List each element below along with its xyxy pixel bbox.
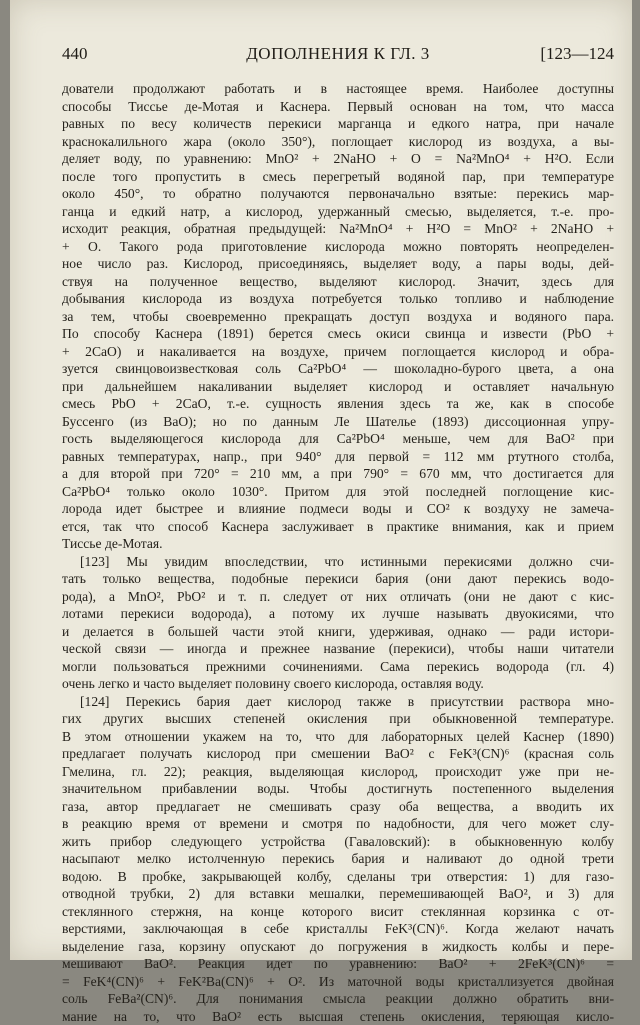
text-line: зуется свинцовоизвестковая соль Ca²PbO⁴ — шоколадно-бурого цвета, а она [62,360,614,378]
text-line: краснокалильного жара (около 350°), поглощает кислород из воздуха, а вы- [62,133,614,151]
text-line: дователи продолжают работать и в настоящее время. Наиболее доступны [62,80,614,98]
text-line: мание на то, что BaO² есть высшая степень окисления, теряющая кисло- [62,1008,614,1025]
text-line: значительном прибавлении воды. Чтобы достигнуть постепенного выделения [62,780,614,798]
text-line: = FeK⁴(CN)⁶ + FeK²Ba(CN)⁶ + O². Из маточной воды кристаллизуется двойная [62,973,614,991]
text-line: В этом отношении укажем на то, что для лабораторных целей Каснер (1890) [62,728,614,746]
text-line: около 450°, то обратно получаются первоначально взятые: перекись мар- [62,185,614,203]
text-line: смесь PbO + 2CaO, т.-е. сущность явления здесь та же, как в способе [62,395,614,413]
text-line: в реакцию время от времени и смотря по надобности, для чего может слу- [62,815,614,833]
text-line: исходит реакция, обратная предыдущей: Na²MnO⁴ + H²O = MnO² + 2NaHO + [62,220,614,238]
text-line: за тем, чтобы своевременно прекращать доступ воздуха и водяного пара. [62,308,614,326]
note-range: [123—124 [540,44,614,64]
page-number: 440 [62,44,88,64]
text-line: + 2CaO) и накаливается на воздухе, причем поглощается кислород и обра- [62,343,614,361]
chapter-title: ДОПОЛНЕНИЯ К ГЛ. 3 [62,44,614,64]
text-line: тать только вещества, подобные перекиси бария (они дают перекись водо- [62,570,614,588]
text-line: Тиссье де-Мотая. [62,535,614,553]
text-line: гость выделяющегося кислорода для Ca²PbO⁴ меньше, чем для BaO² при [62,430,614,448]
running-header [62,44,614,68]
text-line: ческой связи — иногда и прежнее название (перекиси), чтобы наши читатели [62,640,614,658]
text-line: при дальнейшем накаливании выделяет кислород и оставляет начальную [62,378,614,396]
text-line: после того пропустить в смесь перегретый водяной пар, при температуре [62,168,614,186]
page-body-text [62,80,614,952]
text-line: очень легко и часто выделяет половину своего кислорода, оставляя воду. [62,675,614,693]
text-line: рода), а MnO², PbO² и т. п. следует от них отличать (они не дают с кис- [62,588,614,606]
text-line: [124] Перекись бария дает кислород также в присутствии раствора мно- [62,693,614,711]
text-line: ганца и едкий натр, а кислород, удержанный смесью, выделяется, т.-е. про- [62,203,614,221]
text-line: Ca²PbO⁴ только около 1030°. Притом для этой последней поглощение кис- [62,483,614,501]
text-line: лотами перекиси водорода), а потому их лучше называть двуокисями, что [62,605,614,623]
text-line: По способу Каснера (1891) берется смесь окиси свинца и извести (PbO + [62,325,614,343]
text-line: верстиями, заключающая в себе кристаллы FeK³(CN)⁶. Когда желают начать [62,920,614,938]
text-line: мешивают BaO². Реакция идет по уравнению: BaO² + 2FeK³(CN)⁶ = [62,955,614,973]
text-line: лорода идет быстрее и влияние подмеси воды и CO² к воздуху не замеча- [62,500,614,518]
book-page [10,0,632,960]
text-line: ется, так что способ Каснера заслуживает в практике внимания, как и прием [62,518,614,536]
text-line: а для второй при 720° = 210 мм, а при 790° = 670 мм, что достигается для [62,465,614,483]
text-line: водою. В пробке, закрывающей колбу, сделаны три отверстия: 1) для газо- [62,868,614,886]
text-line: добывания кислорода из воздуха потребуется только топливо и наблюдение [62,290,614,308]
text-line: гих других высших степеней окисления при обыкновенной температуре. [62,710,614,728]
text-line: соль FeBa²(CN)⁶. Для понимания смысла реакции должно обратить вни- [62,990,614,1008]
text-line: насыпают мелко истолченную перекись бария и наливают до одной трети [62,850,614,868]
text-line: способы Тиссье де-Мотая и Каснера. Первый основан на том, что масса [62,98,614,116]
text-line: Гмелина, гл. 22); реакция, выделяющая кислород, происходит уже при не- [62,763,614,781]
text-line: равных температурах, напр., при 940° для первой = 112 мм ртутного столба, [62,448,614,466]
text-line: и делается в большей части этой книги, удерживая, однако — ради истори- [62,623,614,641]
text-line: ствуя на полученное вещество, выделяют кислород. Значит, здесь для [62,273,614,291]
text-line: выделение газа, корзину опускают до погружения в жидкость колбы и пере- [62,938,614,956]
text-line: [123] Мы увидим впоследствии, что истинными перекисями должно счи- [62,553,614,571]
text-line: Буссенго (из BaO); но по данным Ле Шателье (1893) диссоционная упру- [62,413,614,431]
text-line: газа, автор предлагает не смешивать сразу оба вещества, а вводить их [62,798,614,816]
text-line: + O. Такого рода приготовление кислорода можно повторять неопределен- [62,238,614,256]
text-line: предлагает получать кислород при смешении BaO² с FeK³(CN)⁶ (красная соль [62,745,614,763]
text-line: деляет воду, по уравнению: MnO² + 2NaHO + O = Na²MnO⁴ + H²O. Если [62,150,614,168]
text-line: могли пользоваться прежними сочинениями. Сама перекись водорода (гл. 4) [62,658,614,676]
text-line: равных по весу количеств перекиси марганца и едкого натра, при начале [62,115,614,133]
text-line: ное число раз. Кислород, присоединяясь, выделяет воду, а пары воды, дей- [62,255,614,273]
text-line: стеклянного стержня, на конце которого висит стеклянная корзинка с от- [62,903,614,921]
text-line: отводной трубки, 2) для вставки мешалки, перемешивающей BaO², и 3) для [62,885,614,903]
text-line: жить прибор следующего устройства (Гаваловский): в обыкновенную колбу [62,833,614,851]
